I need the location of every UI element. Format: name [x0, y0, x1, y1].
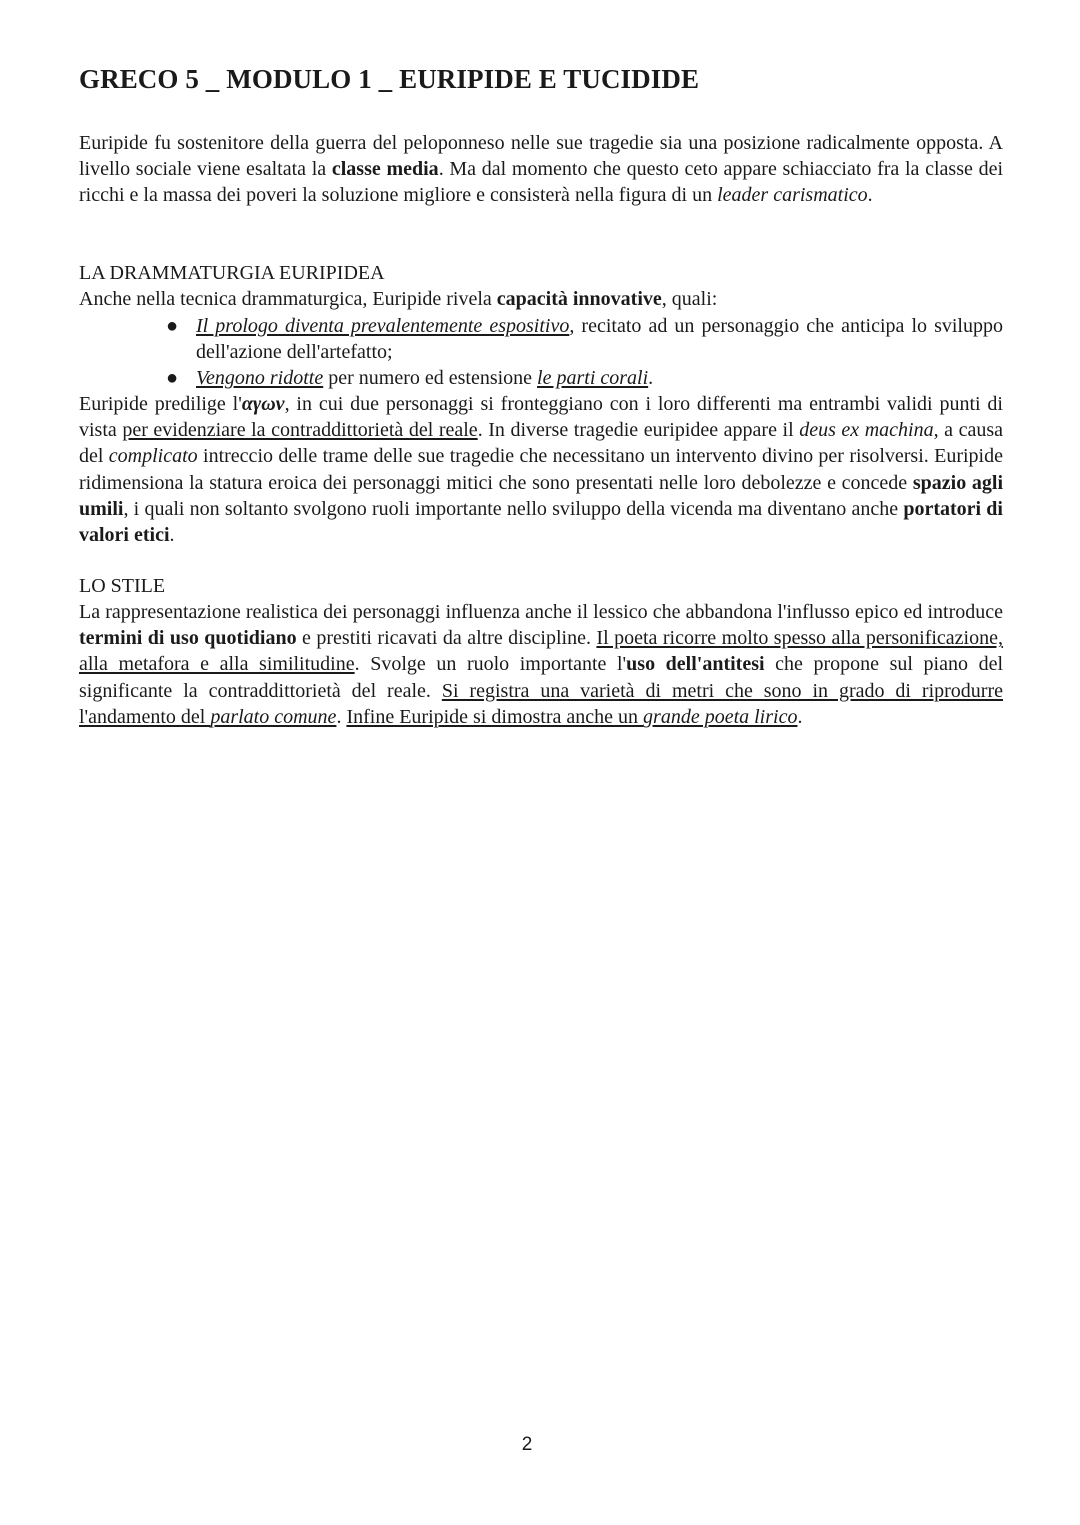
section-heading-drammaturgia: LA DRAMMATURGIA EURIPIDEA	[79, 262, 385, 284]
stile-paragraph: La rappresentazione realistica dei personaggi influenza anche il lessico che abbandona l'influsso epico ed introduce termini di uso quotidiano e prestiti ricavati da altre discipline. Il poeta ricorre molto spesso alla personificazione, alla metafora e alla similitudine. Svolge un ruolo importante l'uso dell'antitesi che propone sul piano del significante la contraddittorietà del reale. Si registra una varietà di metri che sono in grado di riprodurre l'andamento del parlato comune. Infine Euripide si dimostra anche un grande poeta lirico.	[79, 601, 1004, 728]
bold-term: classe media	[331, 158, 439, 181]
greek-term: αγων	[241, 393, 285, 415]
bullet-icon: ●	[166, 315, 179, 337]
page-number: 2	[521, 1434, 533, 1455]
bullet-list	[79, 313, 1003, 392]
drammaturgia-paragraph: Euripide predilige l'αγων, in cui due personaggi si fronteggiano con i loro differenti ma entrambi validi punti di vista per evidenziare la contraddittorietà del reale. In diverse tragedie euripidee appare il deus ex machina, a causa del complicato intreccio delle trame delle sue tragedie che necessitano un intervento divino per risolversi. Euripide ridimensiona la statura eroica dei personaggi mitici che sono presentati nelle loro debolezze e concede spazio agli umili, i quali non soltanto svolgono ruoli importante nello sviluppo della vicenda ma diventano anche portatori di valori etici.	[79, 393, 1004, 547]
intro-paragraph: Euripide fu sostenitore della guerra del peloponneso nelle sue tragedie sia una posizione radicalmente opposta. A livello sociale viene esaltata la classe media. Ma dal momento che questo ceto appare schiacciato fra la classe dei ricchi e la massa dei poveri la soluzione migliore e consisterà nella figura di un leader carismatico.	[79, 132, 1004, 207]
list-item: ● Vengono ridotte per numero ed estensione le parti corali.	[79, 365, 1003, 391]
section-intro: Anche nella tecnica drammaturgica, Euripide rivela capacità innovative, quali:	[79, 288, 718, 310]
bold-term: capacità innovative	[496, 288, 662, 310]
document-title: GRECO 5 _ MODULO 1 _ EURIPIDE E TUCIDIDE	[79, 64, 700, 94]
bullet-icon: ●	[166, 367, 179, 390]
list-item: ● Il prologo diventa prevalentemente espositivo, recitato ad un personaggio che anticipa lo sviluppo dell'azione dell'artefatto;	[166, 315, 1003, 364]
section-heading-stile: LO STILE	[79, 575, 166, 597]
italic-term: leader carismatico	[717, 184, 868, 207]
